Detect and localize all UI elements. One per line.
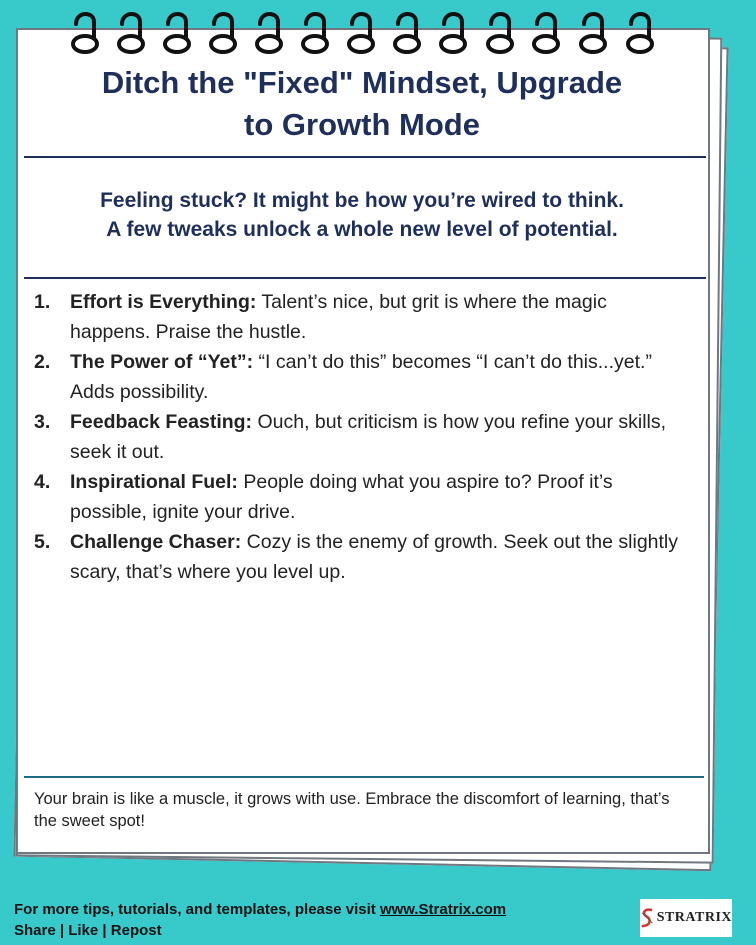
footer-visit-text: For more tips, tutorials, and templates, please visit — [14, 901, 380, 918]
spiral-ring-icon — [119, 14, 143, 52]
title-line-2: to Growth Mode — [244, 107, 480, 142]
website-link[interactable]: www.Stratrix.com — [379, 901, 507, 918]
spiral-ring-icon — [165, 14, 189, 52]
spiral-ring-icon — [303, 14, 327, 52]
divider-bottom — [24, 776, 704, 778]
logo-wordmark: STRATRIX — [656, 910, 732, 925]
list-item — [32, 527, 682, 587]
tip-text: Ouch, but criticism is how you refine your skills, seek it out. — [70, 411, 667, 463]
divider-middle — [24, 277, 706, 279]
stratrix-s-logo-icon — [640, 903, 655, 933]
tip-text: Cozy is the enemy of growth. Seek out the slightly scary, that’s where you level up. — [70, 531, 679, 583]
subtitle-line-2: A few tweaks unlock a whole new level of potential. — [106, 218, 618, 241]
footer-share-line: Share | Like | Repost — [14, 922, 162, 939]
spiral-ring-icon — [488, 14, 512, 52]
spiral-ring-icon — [441, 14, 465, 52]
tip-text: “I can’t do this” becomes “I can’t do this...yet.” Adds possibility. — [70, 351, 652, 403]
list-number: 1. — [34, 291, 51, 313]
stratrix-logo[interactable] — [640, 899, 732, 937]
closing-note: Your brain is like a muscle, it grows with use. Embrace the discomfort of learning, that’s the sweet spot! — [34, 790, 670, 830]
tip-heading: Inspirational Fuel: — [70, 471, 238, 493]
spiral-ring-icon — [395, 14, 419, 52]
tip-heading: Effort is Everything: — [70, 291, 257, 313]
tip-text: Talent’s nice, but grit is where the magic happens. Praise the hustle. — [70, 291, 607, 343]
spiral-ring-icon — [257, 14, 281, 52]
title-line-1: Ditch the "Fixed" Mindset, Upgrade — [101, 65, 623, 100]
subtitle — [18, 186, 706, 244]
spiral-ring-icon — [581, 14, 605, 52]
list-number: 3. — [34, 411, 51, 433]
spiral-ring-icon — [349, 14, 373, 52]
list-item — [32, 467, 682, 527]
tip-heading: Feedback Feasting: — [70, 411, 253, 433]
list-number: 4. — [34, 471, 51, 493]
list-item — [32, 287, 682, 347]
tip-heading: Challenge Chaser: — [70, 531, 242, 553]
list-item — [32, 347, 682, 407]
subtitle-line-1: Feeling stuck? It might be how you’re wired to think. — [100, 189, 624, 212]
footer — [14, 899, 614, 941]
tip-text: People doing what you aspire to? Proof it’s possible, ignite your drive. — [70, 471, 613, 523]
page-title — [18, 62, 706, 146]
divider-top — [24, 156, 706, 158]
list-number: 2. — [34, 351, 51, 373]
list-number: 5. — [34, 531, 51, 553]
list-item — [32, 407, 682, 467]
spiral-ring-icon — [73, 14, 97, 52]
spiral-ring-icon — [628, 14, 652, 52]
tips-list — [32, 287, 682, 587]
spiral-ring-icon — [534, 14, 558, 52]
tip-heading: The Power of “Yet”: — [70, 351, 254, 373]
spiral-binding — [0, 8, 756, 60]
footer-visit-line — [14, 899, 614, 920]
spiral-ring-icon — [211, 14, 235, 52]
